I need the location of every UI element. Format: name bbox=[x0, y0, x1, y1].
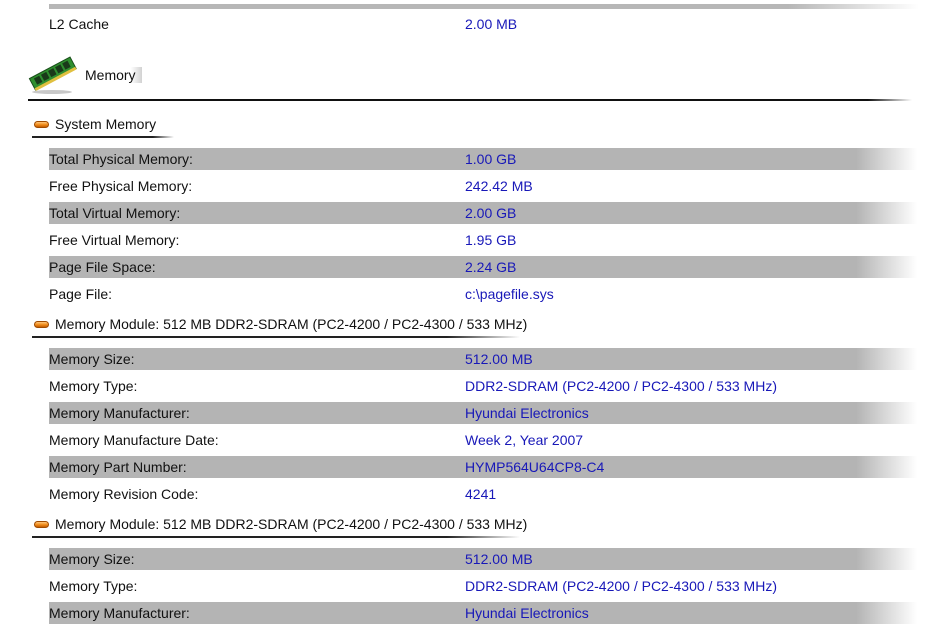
row-label: Page File Space: bbox=[49, 259, 156, 275]
row-label: Memory Manufacturer: bbox=[49, 405, 190, 421]
info-row bbox=[49, 256, 917, 278]
info-row bbox=[49, 375, 917, 397]
subsection-underline bbox=[32, 136, 174, 138]
row-label: Memory Revision Code: bbox=[49, 486, 199, 502]
info-row bbox=[49, 175, 917, 197]
section-rule bbox=[28, 99, 912, 101]
info-row bbox=[49, 548, 917, 570]
row-value: 4241 bbox=[465, 486, 497, 502]
row-value: 1.95 GB bbox=[465, 232, 517, 248]
row-label: Memory Size: bbox=[49, 351, 135, 367]
info-row bbox=[49, 283, 917, 305]
subsection-title: System Memory bbox=[55, 116, 157, 132]
memory-module-icon bbox=[28, 52, 78, 96]
subsection-underline bbox=[32, 536, 520, 538]
orange-bullet-icon bbox=[34, 321, 49, 328]
top-divider-bar bbox=[49, 4, 919, 9]
row-value: HYMP564U64CP8-C4 bbox=[465, 459, 605, 475]
row-value: 1.00 GB bbox=[465, 151, 517, 167]
info-row bbox=[49, 575, 917, 597]
orange-bullet-icon bbox=[34, 121, 49, 128]
row-label: Memory Manufacturer: bbox=[49, 605, 190, 621]
info-row bbox=[49, 348, 917, 370]
row-value: 512.00 MB bbox=[465, 551, 533, 567]
row-label: Memory Type: bbox=[49, 378, 138, 394]
row-value: 2.24 GB bbox=[465, 259, 517, 275]
row-label: Total Physical Memory: bbox=[49, 151, 193, 167]
row-label: Memory Size: bbox=[49, 551, 135, 567]
row-value: DDR2-SDRAM (PC2-4200 / PC2-4300 / 533 MHz) bbox=[465, 578, 777, 594]
row-value: 2.00 MB bbox=[465, 16, 518, 32]
row-label: Memory Manufacture Date: bbox=[49, 432, 219, 448]
subsection-title: Memory Module: 512 MB DDR2-SDRAM (PC2-4200 / PC2-4300 / 533 MHz) bbox=[55, 316, 528, 332]
info-row bbox=[49, 402, 917, 424]
row-value: Week 2, Year 2007 bbox=[465, 432, 584, 448]
row-label: L2 Cache bbox=[49, 16, 109, 32]
row-value: DDR2-SDRAM (PC2-4200 / PC2-4300 / 533 MHz) bbox=[465, 378, 777, 394]
row-label: Memory Type: bbox=[49, 578, 138, 594]
row-value: c:\pagefile.sys bbox=[465, 286, 554, 302]
info-row bbox=[49, 456, 917, 478]
row-value: 242.42 MB bbox=[465, 178, 533, 194]
row-value: Hyundai Electronics bbox=[465, 605, 589, 621]
memory-section-header bbox=[28, 52, 918, 102]
section-title: Memory bbox=[85, 67, 142, 83]
row-label: Page File: bbox=[49, 286, 113, 302]
info-row bbox=[49, 202, 917, 224]
subsection-underline bbox=[32, 336, 520, 338]
row-label: Free Physical Memory: bbox=[49, 178, 193, 194]
info-row bbox=[49, 602, 917, 624]
info-row bbox=[49, 429, 917, 451]
info-row-l2-cache bbox=[49, 13, 917, 35]
row-value: 2.00 GB bbox=[465, 205, 517, 221]
row-value: Hyundai Electronics bbox=[465, 405, 589, 421]
orange-bullet-icon bbox=[34, 521, 49, 528]
info-row bbox=[49, 229, 917, 251]
row-label: Memory Part Number: bbox=[49, 459, 187, 475]
row-label: Free Virtual Memory: bbox=[49, 232, 180, 248]
info-row bbox=[49, 148, 917, 170]
row-value: 512.00 MB bbox=[465, 351, 533, 367]
row-label: Total Virtual Memory: bbox=[49, 205, 181, 221]
info-row bbox=[49, 483, 917, 505]
subsection-title: Memory Module: 512 MB DDR2-SDRAM (PC2-4200 / PC2-4300 / 533 MHz) bbox=[55, 516, 528, 532]
